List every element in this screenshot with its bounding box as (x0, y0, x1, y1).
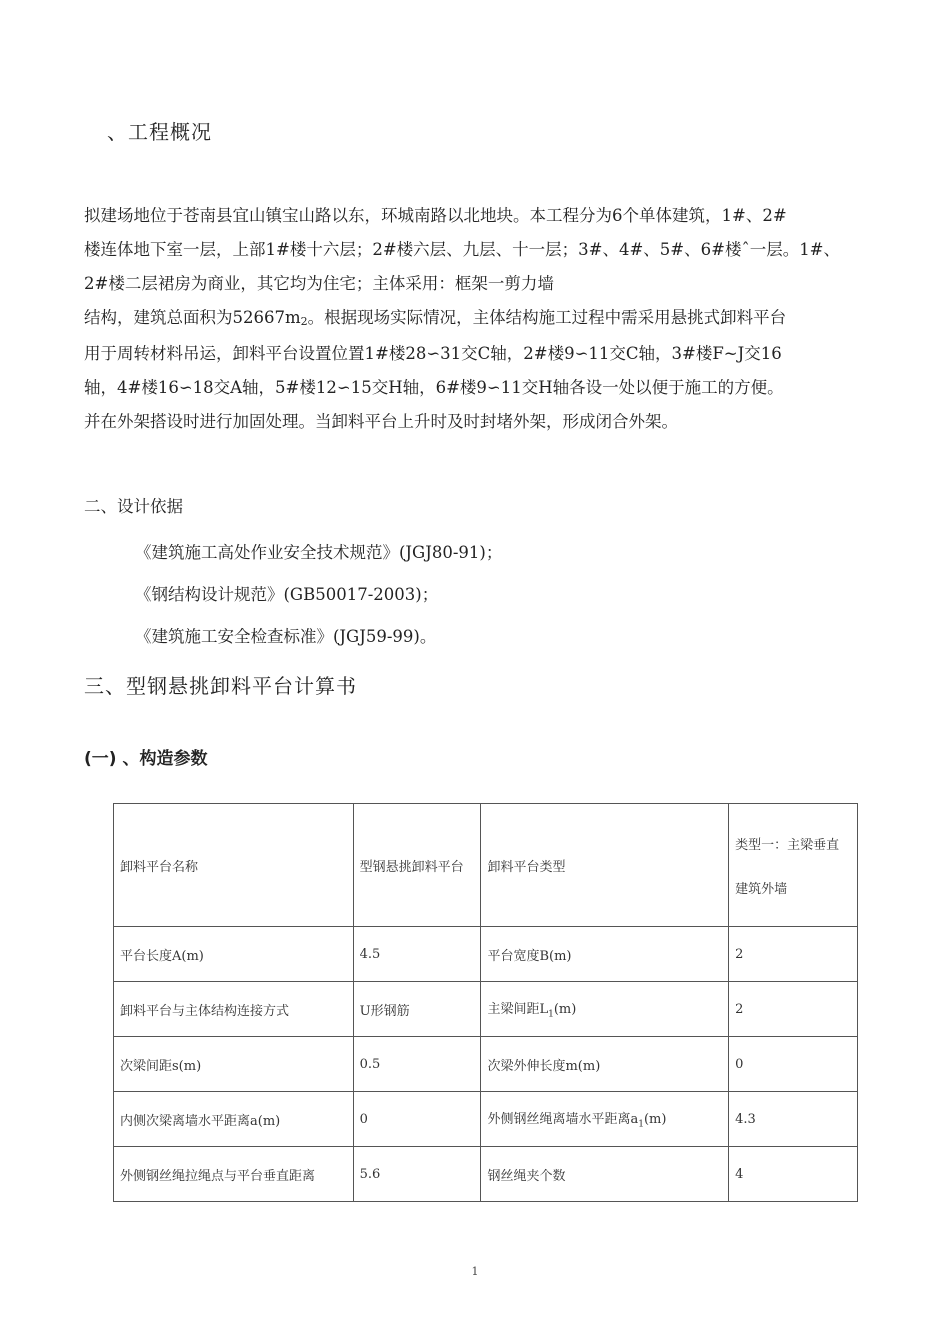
table-cell: 2 (729, 927, 858, 982)
table-cell: 卸料平台类型 (481, 804, 729, 927)
table-row (114, 982, 858, 1037)
table-row (114, 1147, 858, 1202)
table-cell: 型钢悬挑卸料平台 (353, 804, 481, 927)
cell-line: 类型一：主梁垂直 (735, 838, 840, 853)
section-1-title: 、工程概况 (107, 120, 212, 144)
table-cell: 0 (729, 1037, 858, 1092)
table-cell: U形钢筋 (353, 982, 481, 1037)
table-cell: 外侧钢丝绳拉绳点与平台垂直距离 (114, 1147, 354, 1202)
table-cell: 钢丝绳夹个数 (481, 1147, 729, 1202)
table-cell: 5.6 (353, 1147, 481, 1202)
table-cell (481, 1092, 729, 1147)
table-row (114, 804, 858, 927)
subscript: 1 (638, 1119, 644, 1130)
table-cell: 4 (729, 1147, 858, 1202)
cell-text: (m) (553, 1002, 577, 1018)
table-cell: 2 (729, 982, 858, 1037)
design-basis-list (135, 532, 502, 658)
table-cell: 0 (353, 1092, 481, 1147)
cell-text: 主梁间距L (487, 1002, 549, 1018)
table-cell: 4.5 (353, 927, 481, 982)
page-number: 1 (471, 1265, 479, 1278)
paragraph-line (84, 301, 904, 337)
paragraph-line: 拟建场地位于苍南县宜山镇宝山路以东，环城南路以北地块。本工程分为6个单体建筑，1#、2# (84, 206, 787, 225)
paragraph-text: 。根据现场实际情况，主体结构施工过程中需采用悬挑式卸料平台 (307, 308, 787, 327)
section-2-title: 二、设计依据 (84, 497, 183, 516)
subscript: 2 (300, 315, 308, 328)
table-cell (729, 804, 858, 927)
table-cell: 平台长度A(m) (114, 927, 354, 982)
table-cell: 次梁间距s(m) (114, 1037, 354, 1092)
table-row (114, 927, 858, 982)
construction-parameters-table (113, 803, 858, 1202)
paragraph-line: 2#楼二层裙房为商业，其它均为住宅；主体采用：框架一剪力墙 (84, 274, 554, 293)
paragraph-line: 用于周转材料吊运，卸料平台设置位置1#楼28∽31交C轴，2#楼9∽11交C轴，3#楼F~J交16 (84, 344, 782, 363)
paragraph-line: 轴，4#楼16∽18交A轴，5#楼12∽15交H轴，6#楼9∽11交H轴各设一处以便于施工的方便。 (84, 378, 784, 397)
paragraph-line: 并在外架搭设时进行加固处理。当卸料平台上升时及时封堵外架，形成闭合外架。 (84, 412, 678, 431)
cell-text: 外侧钢丝绳离墙水平距离a (487, 1112, 639, 1128)
table-cell: 平台宽度B(m) (481, 927, 729, 982)
table-cell: 4.3 (729, 1092, 858, 1147)
table-cell: 卸料平台与主体结构连接方式 (114, 982, 354, 1037)
paragraph-text: 结构，建筑总面积为52667m (84, 308, 301, 327)
cell-text: (m) (643, 1112, 667, 1128)
table-cell (481, 982, 729, 1037)
table-row (114, 1092, 858, 1147)
project-overview-paragraph (84, 199, 904, 439)
reference-item: 《建筑施工安全检查标准》(JGJ59-99)。 (135, 627, 437, 646)
section-3-title: 三、型钢悬挑卸料平台计算书 (84, 674, 357, 698)
table-cell: 卸料平台名称 (114, 804, 354, 927)
subscript: 1 (548, 1009, 554, 1020)
reference-item: 《建筑施工高处作业安全技术规范》(JGJ80-91)； (135, 543, 503, 562)
section-3-subtitle: (一) 、构造参数 (84, 749, 208, 769)
table-cell: 内侧次梁离墙水平距离a(m) (114, 1092, 354, 1147)
table-row (114, 1037, 858, 1092)
reference-item: 《钢结构设计规范》(GB50017-2003)； (135, 585, 439, 604)
paragraph-line: 楼连体地下室一层，上部1#楼十六层；2#楼六层、九层、十一层；3#、4#、5#、6#楼ˆ一层。1#、 (84, 240, 841, 259)
cell-line: 建筑外墙 (735, 882, 788, 897)
table-cell: 次梁外伸长度m(m) (481, 1037, 729, 1092)
table-cell: 0.5 (353, 1037, 481, 1092)
